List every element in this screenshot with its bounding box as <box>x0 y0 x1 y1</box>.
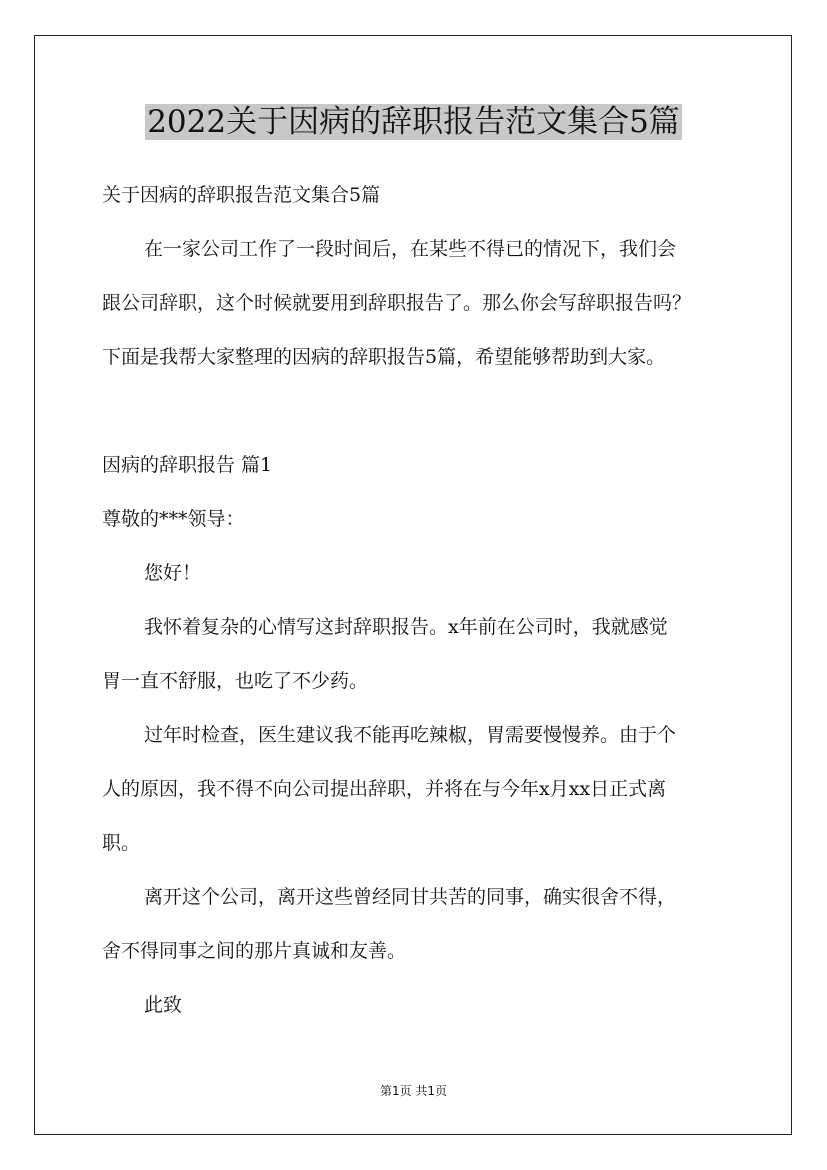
body-line-5: 职。 <box>102 832 141 854</box>
subtitle: 关于因病的辞职报告范文集合5篇 <box>102 184 381 206</box>
body-line-3: 过年时检查，医生建议我不能再吃辣椒，胃需要慢慢养。由于个 <box>144 724 677 746</box>
closing: 此致 <box>144 994 183 1016</box>
intro-line-3: 下面是我帮大家整理的因病的辞职报告5篇，希望能够帮助到大家。 <box>102 346 666 368</box>
intro-line-1: 在一家公司工作了一段时间后，在某些不得已的情况下，我们会 <box>144 238 677 260</box>
body-line-1: 我怀着复杂的心情写这封辞职报告。x年前在公司时，我就感觉 <box>144 616 668 638</box>
section-heading: 因病的辞职报告 篇1 <box>102 454 273 476</box>
document-title-text: 2022关于因病的辞职报告范文集合5篇 <box>147 104 680 140</box>
document-title <box>0 100 827 144</box>
body-line-2: 胃一直不舒服，也吃了不少药。 <box>102 670 369 692</box>
body-line-7: 舍不得同事之间的那片真诚和友善。 <box>102 940 407 962</box>
body-line-6: 离开这个公司，离开这些曾经同甘共苦的同事，确实很舍不得， <box>144 886 677 908</box>
page-footer: 第1页 共1页 <box>379 1084 448 1098</box>
greeting: 您好！ <box>144 562 202 584</box>
intro-line-2: 跟公司辞职，这个时候就要用到辞职报告了。那么你会写辞职报告吗？ <box>102 292 692 314</box>
body-line-4: 人的原因，我不得不向公司提出辞职，并将在与今年x月xx日正式离 <box>102 778 667 800</box>
salutation: 尊敬的***领导： <box>102 508 245 530</box>
